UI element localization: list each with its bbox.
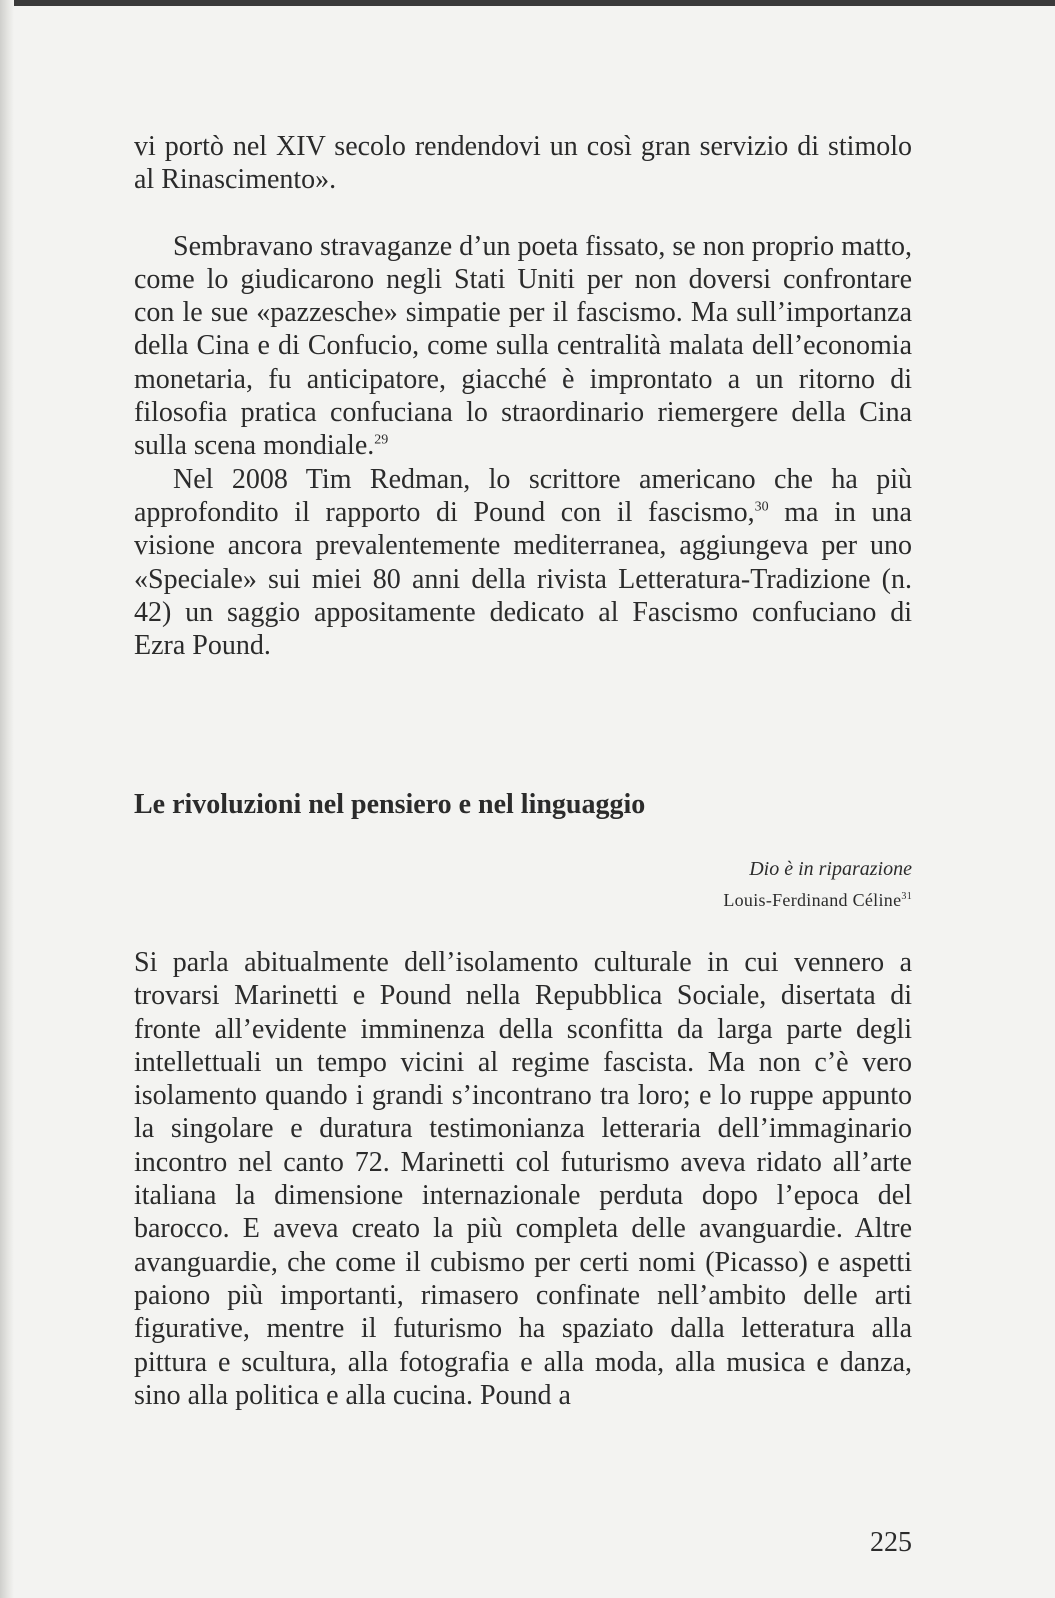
paragraph: Sembravano stravaganze d’un poeta fissato, se non proprio matto, come lo giudicarono negli Stati Uniti per non doversi confrontare con le sue «pazzesche» simpatie per il fascismo. Ma sull’importanza della Cina e di Confucio, come sulla centralità malata dell’economia monetaria, fu anticipatore, giacché è improntato a un ritorno di filosofia pratica confuciana lo straordinario riemergere della Cina sulla scena mondiale.$^{29}$ <box>134 230 912 462</box>
section-heading: Le rivoluzioni nel pensiero e nel linguaggio <box>134 789 646 820</box>
paragraph: Si parla abitualmente dell’isolamento culturale in cui vennero a trovarsi Marinetti e Pound nella Repubblica Sociale, disertata di fronte all’evidente imminenza della sconfitta da larga parte degli intellettuali un tempo vicini al regime fascista. Ma non c’è vero isolamento quando i grandi s’incontrano tra loro; e lo ruppe appunto la singolare e duratura testimonianza letteraria dell’immaginario incontro nel canto 72. Marinetti col futurismo aveva ridato all’arte italiana la dimensione internazionale perduta dopo l’epoca del barocco. E aveva creato la più completa delle avanguardie. Altre avanguardie, che come il cubismo per certi nomi (Picasso) e aspetti paiono più importanti, rimasero confinate nell’ambito delle arti figurative, mentre il futurismo ha spaziato dalla letteratura alla pittura e scultura, alla fotografia e alla moda, alla musica e danza, sino alla politica e alla cucina. Pound a <box>134 947 912 1411</box>
footnote-marker[interactable]: 29 <box>374 433 389 449</box>
page-binding-shadow <box>0 0 14 1598</box>
footnote-marker[interactable]: 31 <box>901 891 912 902</box>
paragraph: Nel 2008 Tim Redman, lo scrittore americano che ha più approfondito il rapporto di Pound con il fascismo,$^{30}$ ma in una visione ancora prevalentemente mediterranea, aggiungeva per uno «Speciale» sui miei 80 anni della rivista Letteratura-Tradizione (n. 42) un saggio appositamente dedicato al Fascismo confuciano di Ezra Pound. <box>134 463 912 662</box>
body-text-section-2 <box>134 946 912 1412</box>
epigraph-author: Louis-Ferdinand Céline$^{31}$ <box>723 890 912 910</box>
paragraph: vi portò nel XIV secolo rendendovi un così gran servizio di stimolo al Rinascimento». <box>134 131 912 196</box>
page-number: 225 <box>870 1527 912 1558</box>
epigraph-quote: Dio è in riparazione <box>749 858 912 880</box>
body-text-section-1 <box>134 130 912 662</box>
page-top-edge <box>0 0 1055 6</box>
footnote-marker[interactable]: 30 <box>754 499 769 515</box>
